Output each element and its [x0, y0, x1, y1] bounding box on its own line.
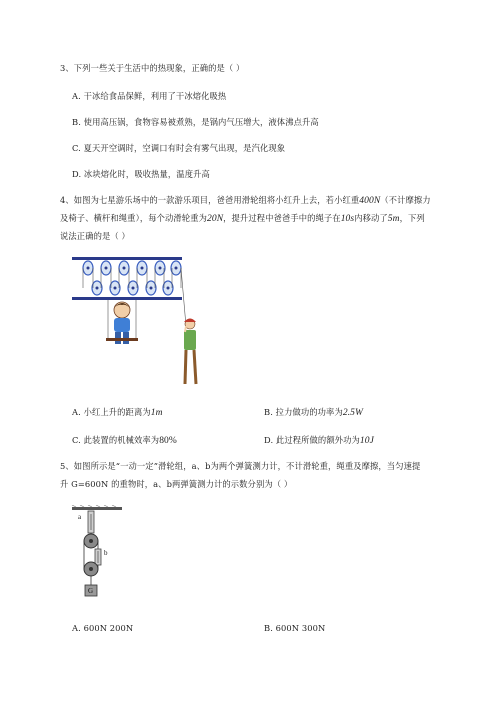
q5-option-a[interactable]: A. 600N 200N: [72, 623, 134, 633]
q4-stem-line2: 及椅子、横杆和绳重），每个动滑轮重为20N，提升过程中爸爸手中的绳子在10s内移动了5m，下列: [60, 213, 425, 224]
q5-stem-line2: 升 G=600N 的重物时，a、b两弹簧测力计的示数分别为（ ）: [60, 479, 293, 489]
q4-option-d[interactable]: D. 此过程所做的额外功为10J: [264, 435, 374, 446]
q4-pulley-figure: [68, 252, 218, 392]
q4-stem-line3: 说法正确的是（ ）: [60, 231, 130, 241]
q5-pulley-figure: [70, 505, 130, 605]
label-g: G: [88, 587, 94, 595]
q5-option-b[interactable]: B. 600N 300N: [264, 623, 326, 633]
q5-stem-line1: 5、如图所示是“一动一定”滑轮组，a、b为两个弹簧测力计，不计滑轮重，绳重及摩擦，当匀速提: [60, 461, 421, 471]
q4-option-b[interactable]: B. 拉力做功的功率为2.5W: [264, 407, 364, 418]
q4-option-c[interactable]: C. 此装置的机械效率为80%: [72, 435, 177, 446]
label-b: b: [104, 549, 108, 557]
q3-option-b[interactable]: B. 使用高压锅，食物容易被煮熟，是锅内气压增大，液体沸点升高: [72, 117, 319, 127]
q3-stem: 3、下列一些关于生活中的热现象，正确的是（ ）: [60, 63, 245, 73]
q3-option-d[interactable]: D. 冰块熔化时，吸收热量，温度升高: [72, 169, 210, 179]
label-a: a: [78, 513, 82, 521]
q4-stem-line1: 4、如图为七星游乐场中的一款游乐项目，爸爸用滑轮组将小红升上去，若小红重400N（不计摩擦力: [60, 195, 431, 206]
q4-option-a[interactable]: A. 小红上升的距离为1m: [72, 407, 163, 418]
q3-option-a[interactable]: A. 干冰给食品保鲜，利用了干冰熔化吸热: [72, 91, 227, 101]
q3-option-c[interactable]: C. 夏天开空调时，空调口有时会有雾气出现，是汽化现象: [72, 143, 286, 153]
